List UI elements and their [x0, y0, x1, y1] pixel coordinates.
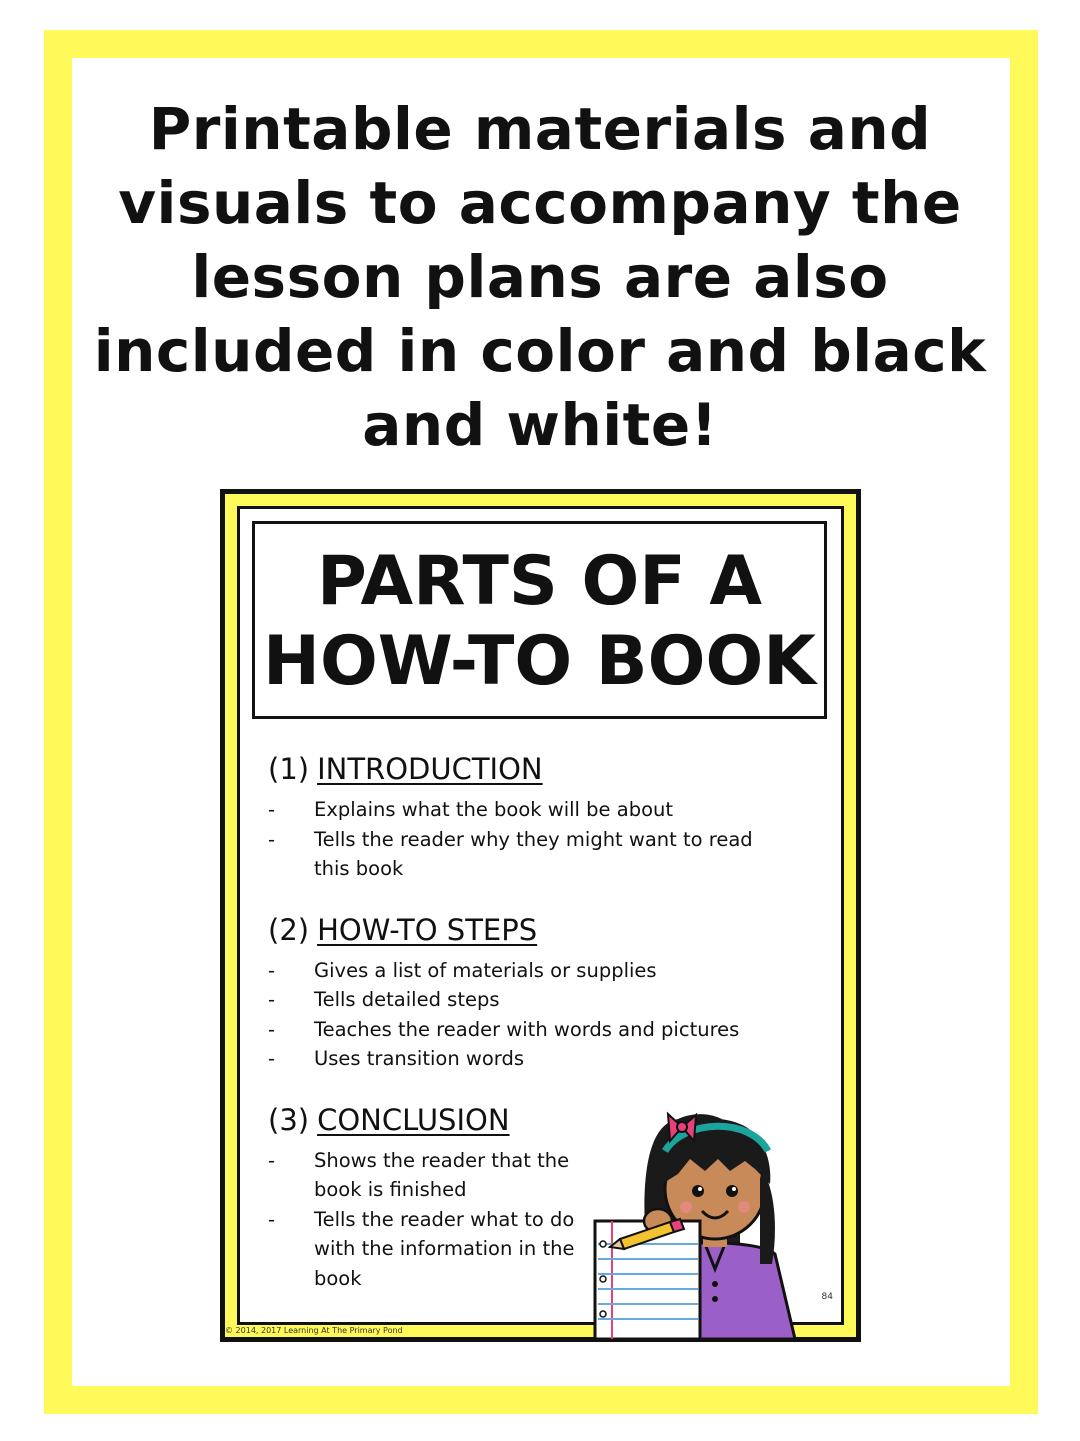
list-item: - Explains what the book will be about — [268, 795, 828, 825]
copyright-notice: © 2014, 2017 Learning At The Primary Pond — [225, 1326, 403, 1335]
poster-title-line: PARTS OF A — [316, 542, 763, 621]
headline — [70, 92, 1010, 462]
section-heading — [268, 749, 828, 789]
list-item: - Tells the reader why they might want to read this book — [268, 825, 774, 884]
list-item: - Tells the reader what to do with the information in the book — [268, 1205, 576, 1294]
section-title: HOW-TO STEPS — [317, 912, 538, 947]
list-item: - Teaches the reader with words and pictures — [268, 1015, 828, 1045]
section-title: CONCLUSION — [317, 1102, 510, 1137]
headline-line: visuals to accompany the — [118, 169, 962, 237]
section-introduction — [268, 749, 828, 884]
page-number: 84 — [821, 1292, 833, 1302]
headline-line: Printable materials and — [148, 95, 932, 163]
section-list — [268, 956, 828, 1074]
section-how-to-steps — [268, 910, 828, 1074]
section-title: INTRODUCTION — [317, 752, 543, 786]
headline-line: and white! — [362, 391, 718, 459]
poster-title-box — [252, 521, 827, 719]
poster-page — [237, 506, 844, 1325]
list-item: - Shows the reader that the book is finished — [268, 1146, 576, 1205]
section-list — [268, 795, 828, 884]
list-item: - Gives a list of materials or supplies — [268, 956, 828, 986]
list-item: - Tells detailed steps — [268, 985, 828, 1015]
list-item: - Uses transition words — [268, 1044, 828, 1074]
section-number: (1) — [268, 752, 310, 786]
girl-illustration — [590, 1079, 838, 1339]
headline-line: included in color and black — [93, 317, 987, 385]
section-number: (3) — [268, 1102, 310, 1137]
poster-preview — [220, 489, 861, 1342]
headline-line: lesson plans are also — [191, 243, 889, 311]
poster-title-line: HOW-TO BOOK — [263, 622, 816, 701]
section-heading — [268, 910, 828, 950]
section-number: (2) — [268, 912, 310, 947]
